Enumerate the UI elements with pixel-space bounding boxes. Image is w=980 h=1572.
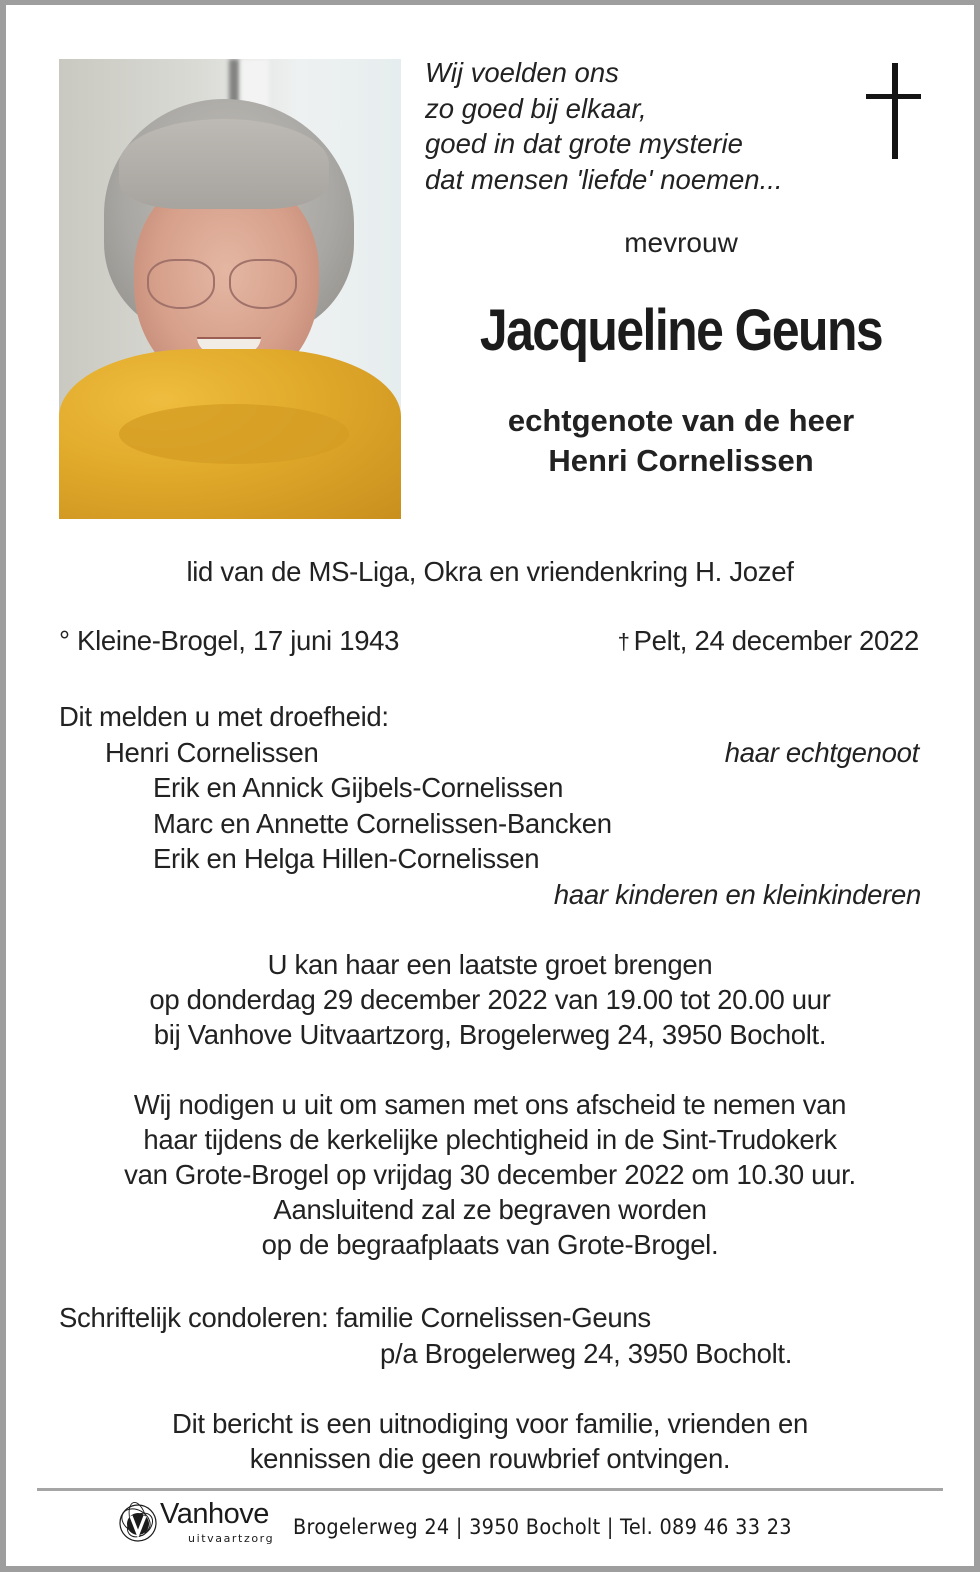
logo-name: Vanhove <box>160 1498 269 1530</box>
visitation-line: bij Vanhove Uitvaartzorg, Brogelerweg 24, 3950 Bocholt. <box>153 1019 827 1050</box>
poem-line: Wij voelden ons <box>425 57 619 88</box>
list-item: Erik en Helga Hillen-Cornelissen <box>153 843 540 874</box>
spouse-line <box>431 401 931 481</box>
service-line: Wij nodigen u uit om samen met ons afscheid te nemen van <box>133 1089 847 1120</box>
spouse-line-2: Henri Cornelissen <box>548 443 814 478</box>
notice-line: Dit bericht is een uitnodiging voor familie, vrienden en <box>172 1408 808 1439</box>
service-line: op de begraafplaats van Grote-Brogel. <box>261 1229 719 1260</box>
announcement <box>59 699 919 912</box>
photo-scarf-fold <box>119 404 349 464</box>
vanhove-logo-icon <box>116 1501 160 1545</box>
visitation-line: U kan haar een laatste groet brengen <box>267 949 713 980</box>
footer-contact: Brogelerweg 24 | 3950 Bocholt | Tel. 089 46 33 23 <box>293 1515 792 1539</box>
notice-line: kennissen die geen rouwbrief ontvingen. <box>249 1443 731 1474</box>
list-item <box>59 735 919 771</box>
list-item: Marc en Annette Cornelissen-Bancken <box>153 807 612 839</box>
list-item: Erik en Annick Gijbels-Cornelissen <box>153 772 564 803</box>
service-line: Aansluitend zal ze begraven worden <box>273 1194 707 1225</box>
announcement-intro: Dit melden u met droefheid: <box>59 701 389 732</box>
visitation-info <box>6 947 974 1052</box>
notice-text <box>6 1406 974 1476</box>
portrait-photo <box>59 59 401 519</box>
condolence-line: Schriftelijk condoleren: familie Cornelissen-Geuns <box>59 1302 651 1333</box>
cross-icon-vertical <box>892 63 898 159</box>
honorific: mevrouw <box>624 227 738 258</box>
cross-icon-horizontal <box>866 94 921 99</box>
dagger-icon: † <box>617 629 630 654</box>
birth-text: Kleine-Brogel, 17 juni 1943 <box>77 625 400 656</box>
spouse-name: Henri Cornelissen <box>105 736 319 768</box>
deceased-name: Jacqueline Geuns <box>479 298 883 363</box>
list-item <box>59 877 919 913</box>
birth-info <box>59 625 399 657</box>
children-relation: haar kinderen en kleinkinderen <box>553 878 921 910</box>
footer-divider <box>37 1488 943 1491</box>
spouse-relation: haar echtgenoot <box>724 736 919 768</box>
photo-fringe <box>119 119 329 209</box>
visitation-line: op donderdag 29 december 2022 van 19.00 tot 20.00 uur <box>149 984 831 1015</box>
condolence-info <box>59 1300 792 1371</box>
obituary-card <box>6 5 974 1566</box>
photo-glasses <box>147 259 215 309</box>
condolence-address: p/a Brogelerweg 24, 3950 Bocholt. <box>380 1337 793 1369</box>
death-info <box>618 625 919 657</box>
funeral-home-footer <box>116 1498 876 1548</box>
service-line: haar tijdens de kerkelijke plechtigheid in de Sint-Trudokerk <box>143 1124 837 1155</box>
poem <box>425 55 783 197</box>
birth-symbol: ° <box>59 625 70 656</box>
membership-text: lid van de MS-Liga, Okra en vriendenkring H. Jozef <box>186 556 794 587</box>
poem-line: goed in dat grote mysterie <box>425 128 743 159</box>
photo-glasses <box>229 259 297 309</box>
death-text: Pelt, 24 december 2022 <box>633 625 919 656</box>
spouse-line-1: echtgenote van de heer <box>507 403 855 438</box>
service-line: van Grote-Brogel op vrijdag 30 december 2022 om 10.30 uur. <box>124 1159 856 1190</box>
poem-line: zo goed bij elkaar, <box>425 92 647 124</box>
service-info <box>6 1087 974 1262</box>
logo-subtitle: uitvaartzorg <box>188 1532 275 1545</box>
poem-line: dat mensen 'liefde' noemen... <box>425 163 783 195</box>
